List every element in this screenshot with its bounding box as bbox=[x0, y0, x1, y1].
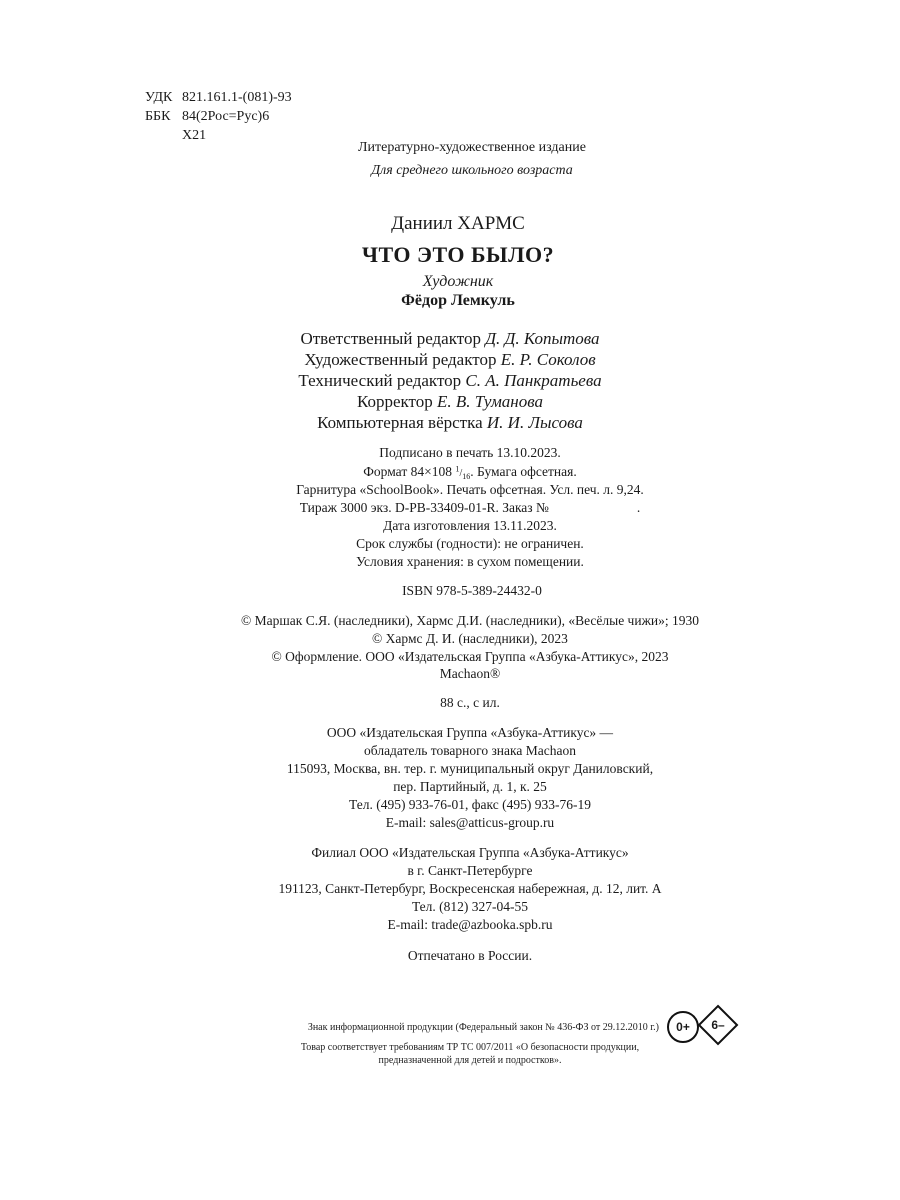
staff-line bbox=[0, 350, 900, 370]
staff-role: Корректор bbox=[356, 392, 433, 411]
print-manufactured: Дата изготовления 13.11.2023. bbox=[383, 518, 557, 533]
isbn: ISBN 978-5-389-24432-0 bbox=[402, 583, 542, 598]
classification-block bbox=[145, 88, 292, 145]
edition-audience: Для среднего школьного возраста bbox=[371, 163, 573, 178]
staff-role: Технический редактор bbox=[298, 371, 462, 390]
edition-type: Литературно-художественное издание bbox=[358, 140, 586, 155]
trademark: Machaon® bbox=[439, 666, 501, 681]
udk-value: 821.161.1-(081)-93 bbox=[182, 90, 292, 105]
branch-line: Филиал ООО «Издательская Группа «Азбука-Аттикус» bbox=[311, 845, 629, 860]
staff-name: Е. Р. Соколов bbox=[500, 350, 596, 369]
udk-label: УДК bbox=[145, 90, 173, 105]
staff-role: Художественный редактор bbox=[304, 350, 497, 369]
format-fraction: $^1/_{16}$ bbox=[455, 464, 471, 481]
staff-line bbox=[0, 371, 900, 391]
staff-name: И. И. Лысова bbox=[486, 413, 583, 432]
print-signed: Подписано в печать 13.10.2023. bbox=[379, 445, 561, 460]
publisher-line: пер. Партийный, д. 1, к. 25 bbox=[393, 779, 547, 794]
copyright-line: © Хармс Д. И. (наследники), 2023 bbox=[372, 631, 568, 646]
staff-role: Ответственный редактор bbox=[300, 329, 481, 348]
bbk-value: 84(2Рос=Рус)6 bbox=[182, 109, 270, 124]
print-format bbox=[0, 464, 900, 481]
artist-name: Фёдор Лемкуль bbox=[401, 292, 515, 309]
publisher-line: Тел. (495) 933-76-01, факс (495) 933-76-19 bbox=[348, 797, 591, 812]
staff-line bbox=[0, 329, 900, 349]
publisher-line: обладатель товарного знака Machaon bbox=[364, 743, 576, 758]
staff-name: С. А. Панкратьева bbox=[465, 371, 602, 390]
branch-line: Тел. (812) 327-04-55 bbox=[411, 899, 529, 914]
book-author: Даниил ХАРМС bbox=[391, 213, 525, 234]
compliance-text: предназначенной для детей и подростков». bbox=[378, 1055, 562, 1066]
bbk-label: ББК bbox=[145, 109, 171, 124]
staff-name: Е. В. Туманова bbox=[437, 392, 543, 411]
artist-role: Художник bbox=[422, 273, 494, 290]
staff-name: Д. Д. Копытова bbox=[485, 329, 600, 348]
age-rating-icon: 0+ bbox=[667, 1011, 699, 1043]
info-sign-text: Знак информационной продукции (Федеральный закон № 436-ФЗ от 29.12.2010 г.) bbox=[307, 1022, 659, 1033]
compliance-text: Товар соответствует требованиям ТР ТС 007/2011 «О безопасности продукции, bbox=[300, 1042, 640, 1053]
book-title: ЧТО ЭТО БЫЛО? bbox=[361, 242, 555, 267]
author-mark: Х21 bbox=[182, 128, 207, 143]
page-count: 88 с., с ил. bbox=[440, 695, 500, 710]
branch-email[interactable]: E-mail: trade@azbooka.spb.ru bbox=[387, 917, 553, 932]
run-text: Тираж 3000 экз. D-PB-33409-01-R. Заказ № bbox=[299, 500, 549, 515]
publisher-line: ООО «Издательская Группа «Азбука-Аттикус» — bbox=[326, 725, 614, 740]
format-text: Формат 84×108 bbox=[363, 464, 452, 479]
branch-line: 191123, Санкт-Петербург, Воскресенская набережная, д. 12, лит. А bbox=[278, 881, 662, 896]
print-run: Тираж 3000 экз. D-PB-33409-01-R. Заказ № . bbox=[299, 500, 641, 515]
copyright-line: © Маршак С.Я. (наследники), Хармс Д.И. (наследники), «Весёлые чижи»; 1930 bbox=[241, 613, 699, 628]
printed-in: Отпечатано в России. bbox=[407, 948, 533, 963]
branch-line: в г. Санкт-Петербурге bbox=[407, 863, 533, 878]
print-shelf-life: Срок службы (годности): не ограничен. bbox=[356, 536, 584, 551]
staff-role: Компьютерная вёрстка bbox=[317, 413, 483, 432]
print-typeface: Гарнитура «SchoolBook». Печать офсетная. Усл. печ. л. 9,24. bbox=[296, 482, 644, 497]
publisher-line: 115093, Москва, вн. тер. г. муниципальный округ Даниловский, bbox=[286, 761, 654, 776]
format-paper: . Бумага офсетная. bbox=[470, 464, 577, 479]
staff-line bbox=[0, 392, 900, 412]
print-storage: Условия хранения: в сухом помещении. bbox=[356, 554, 584, 569]
publisher-email[interactable]: E-mail: sales@atticus-group.ru bbox=[385, 815, 555, 830]
copyright-line: © Оформление. ООО «Издательская Группа «Азбука-Аттикус», 2023 bbox=[271, 649, 669, 664]
staff-line bbox=[0, 413, 900, 433]
age-category-icon: 6– bbox=[697, 1004, 739, 1046]
